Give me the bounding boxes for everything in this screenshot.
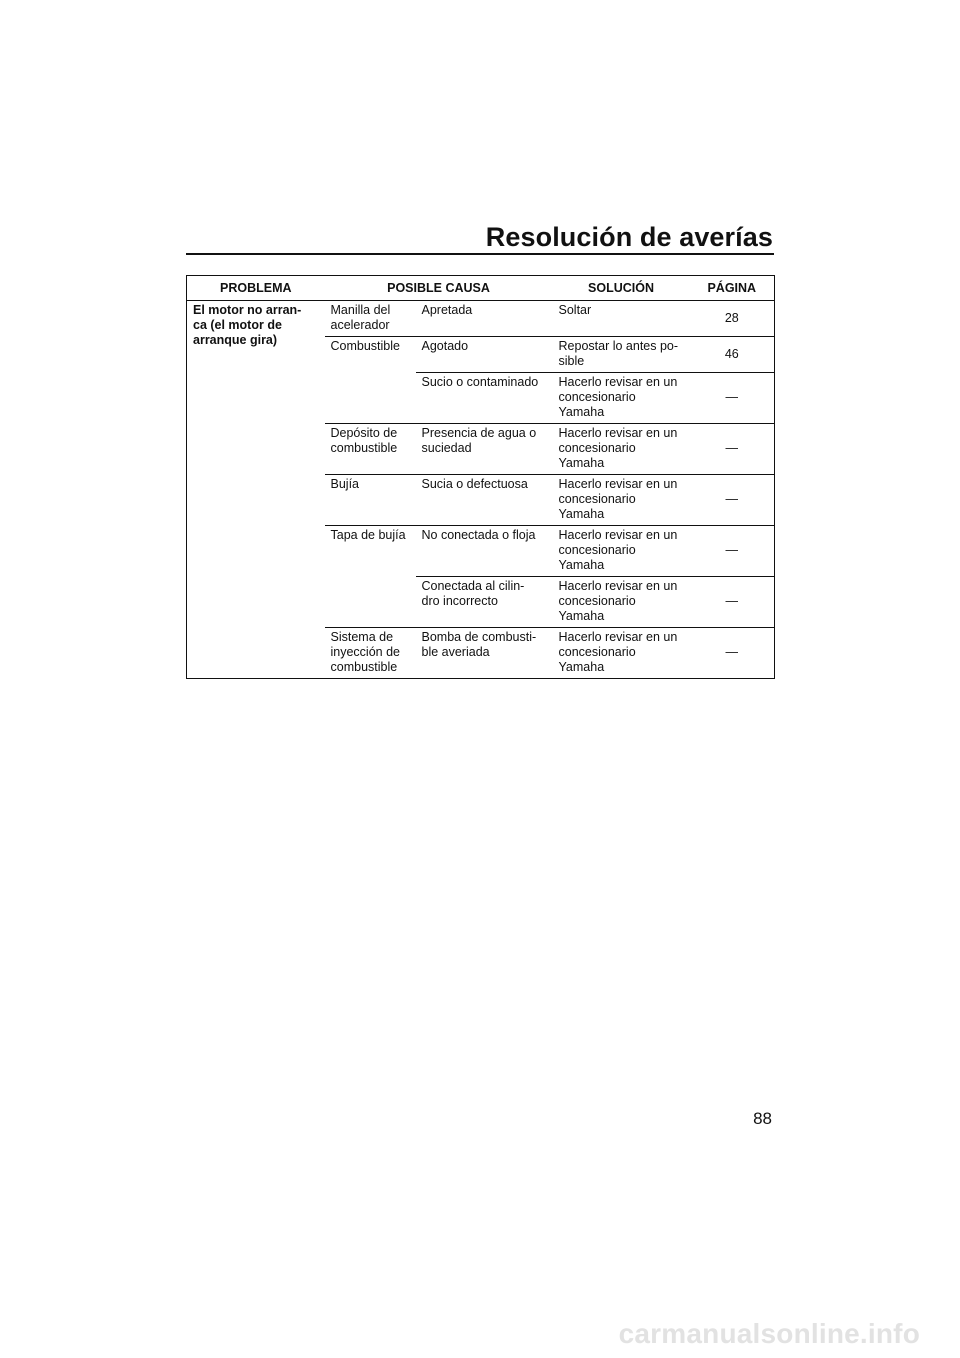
cause-cell: Manilla del acelerador [325, 301, 416, 337]
solution-cell: Soltar [553, 301, 690, 337]
header-page: PÁGINA [690, 276, 775, 301]
detail-cell: Agotado [416, 337, 553, 373]
page-cell: 28 [690, 301, 775, 337]
troubleshooting-table [186, 275, 775, 679]
page-cell: — [690, 628, 775, 679]
cause-cell: Sistema de inyección de combustible [325, 628, 416, 679]
solution-cell: Hacerlo revisar en un concesionario Yamaha [553, 577, 690, 628]
solution-cell: Repostar lo antes po- sible [553, 337, 690, 373]
problem-cell: El motor no arran- ca (el motor de arranque gira) [187, 301, 325, 679]
detail-cell: Sucio o contaminado [416, 373, 553, 424]
page-cell: — [690, 424, 775, 475]
title-rule [186, 253, 774, 255]
cause-cell: Combustible [325, 337, 416, 424]
page-cell: — [690, 577, 775, 628]
solution-cell: Hacerlo revisar en un concesionario Yamaha [553, 526, 690, 577]
solution-cell: Hacerlo revisar en un concesionario Yamaha [553, 475, 690, 526]
header-problem: PROBLEMA [187, 276, 325, 301]
page-title: Resolución de averías [485, 222, 773, 252]
detail-cell: Bomba de combusti- ble averiada [416, 628, 553, 679]
detail-cell: Conectada al cilin- dro incorrecto [416, 577, 553, 628]
solution-cell: Hacerlo revisar en un concesionario Yamaha [553, 424, 690, 475]
watermark: carmanualsonline.info [618, 1318, 920, 1349]
page-cell: — [690, 475, 775, 526]
page-cell: 46 [690, 337, 775, 373]
detail-cell: Presencia de agua o suciedad [416, 424, 553, 475]
solution-cell: Hacerlo revisar en un concesionario Yamaha [553, 628, 690, 679]
page-number: 88 [753, 1109, 772, 1128]
table-row [187, 301, 775, 337]
cause-cell: Bujía [325, 475, 416, 526]
header-solution: SOLUCIÓN [553, 276, 690, 301]
detail-cell: Sucia o defectuosa [416, 475, 553, 526]
detail-cell: Apretada [416, 301, 553, 337]
cause-cell: Depósito de combustible [325, 424, 416, 475]
page-cell: — [690, 526, 775, 577]
cause-cell: Tapa de bujía [325, 526, 416, 628]
page-cell: — [690, 373, 775, 424]
header-cause: POSIBLE CAUSA [325, 276, 553, 301]
solution-cell: Hacerlo revisar en un concesionario Yamaha [553, 373, 690, 424]
detail-cell: No conectada o floja [416, 526, 553, 577]
table-header-row [187, 276, 775, 301]
